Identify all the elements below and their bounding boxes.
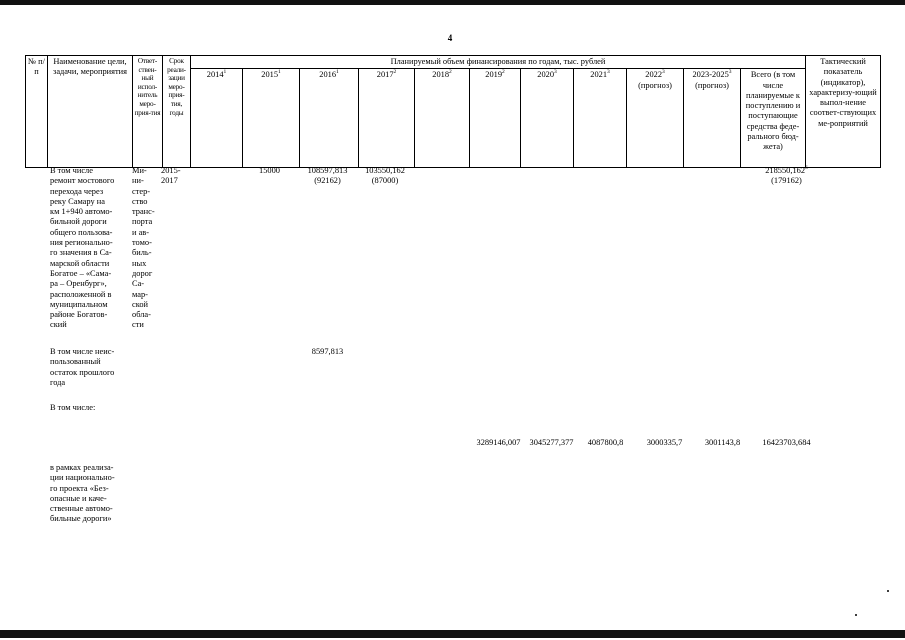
scan-speck [855,614,857,616]
scan-speck [887,590,889,592]
row-name-line: марской области [50,258,110,268]
row-responsible-line: Са- [132,279,145,289]
row2-name [50,347,134,388]
row4-value-2022: 3000335,7 [646,438,683,447]
header-year-2016: 2016$^1$ [300,69,359,168]
row1-value-2015: 15000 [259,166,280,175]
row-name-line: ский [50,320,67,330]
header-year-2018: 2018$^2$ [415,69,470,168]
row-name-line: В том числе [50,166,93,175]
row-name-line: ремонт мостового [50,176,115,186]
row-responsible-line: ство [132,196,148,206]
row-name-line: В том числе: [50,403,96,412]
header-col-no: № п/п [26,56,48,168]
header-year-2020: 2020$^3$ [521,69,574,168]
header-year-2021: 2021$^3$ [574,69,627,168]
row-responsible-line: мар- [132,289,148,299]
header-year-2014: 2014$^1$ [191,69,243,168]
row-name-line: пользованный [50,357,101,367]
row1-total: 218550,162$^6$ (179162) [765,165,808,186]
row-responsible-line: ных [132,258,147,268]
row-name-line: В том числе неис- [50,347,115,356]
row-name-line: бильные дороги» [50,514,112,524]
row-name-line: км 1+940 автомо- [50,207,113,217]
row-name-line: общего пользова- [50,227,113,237]
row-responsible-line: Ми- [132,166,147,175]
header-col-responsible: Ответ-ствен-ный испол-нитель меро-прия-тия [133,56,163,168]
header-year-2023-2025: 2023-2025$^3$ (прогноз) [684,69,741,168]
header-col-total: Всего (в том числе планируемые к поступлению и поступающие средства феде-рального бюд-жета) [741,69,806,168]
row-period-line: 2015- [161,166,181,175]
header-col-indicator: Тактический показатель (индикатор), характеризу-ющий выпол-нение соответ-ствующих ме-роприятий [806,56,881,168]
row-name-line: муниципальном [50,299,108,309]
row-name-line: ра – Оренбург», [50,279,107,289]
row-name-line: бильной дороги [50,217,107,227]
header-year-2022: 2022$^3$ (прогноз) [627,69,684,168]
header-planned-title: Планируемый объем финансирования по годам, тыс. рублей [191,56,806,69]
row-responsible-line: и ав- [132,227,150,237]
header-year-2019: 2019$^2$ [470,69,521,168]
row-name-line: ции национально- [50,473,115,483]
row-name-line: опасные и каче- [50,493,107,503]
row1-responsible [132,166,162,331]
row-name-line: ственные автомо- [50,504,113,514]
row2-value-2016: 8597,813 [311,347,344,356]
row-name-line: остаток прошлого [50,367,115,377]
row-name-line: года [50,377,66,387]
row-period-line: 2017 [161,176,178,186]
header-col-name: Наименование цели, задачи, мероприятия [48,56,133,168]
page-number: 4 [447,33,453,43]
top-border-bar [0,0,905,5]
row-responsible-line: транс- [132,207,155,217]
row4-name [50,463,134,525]
row4-total: 16423703,684 [762,438,811,447]
row-responsible-line: ской [132,299,149,309]
row1-value-2016: 108597,813 (92162) [307,166,348,186]
row-responsible-line: биль- [132,248,152,258]
row3-name [50,403,134,413]
header-col-period: Срок реали-зации меро-прия-тия, годы [163,56,191,168]
header-year-2015: 2015$^1$ [243,69,300,168]
row-responsible-line: ни- [132,176,144,186]
row-name-line: районе Богатов- [50,310,108,320]
row1-name [50,166,134,331]
header-year-2017: 2017$^2$ [359,69,415,168]
row-name-line: ния регионально- [50,238,113,248]
row-responsible-line: стер- [132,186,151,196]
row-responsible-line: томо- [132,238,152,248]
row4-value-2021: 4087800,8 [587,438,624,447]
row-responsible-line: порта [132,217,153,227]
row1-value-2017: 103550,162 (87000) [365,166,405,186]
row-responsible-line: обла- [132,310,151,320]
row4-value-2019: 3289146,007 [476,438,521,447]
row-name-line: Богатое – «Сама- [50,268,112,278]
bottom-border-bar [0,630,905,638]
row-responsible-line: дорог [132,268,153,278]
row-name-line: го проекта «Без- [50,483,109,493]
row-name-line: го значения в Са- [50,248,112,258]
row-name-line: реку Самару на [50,196,105,206]
row1-period [161,166,189,187]
row-name-line: расположенной в [50,289,112,299]
row-name-line: перехода через [50,186,104,196]
row-responsible-line: сти [132,320,144,330]
row4-value-2020: 3045277,377 [529,438,574,447]
row-name-line: в рамках реализа- [50,463,114,472]
row4-value-2023-2025: 3001143,8 [704,438,741,447]
financing-table [25,55,881,168]
